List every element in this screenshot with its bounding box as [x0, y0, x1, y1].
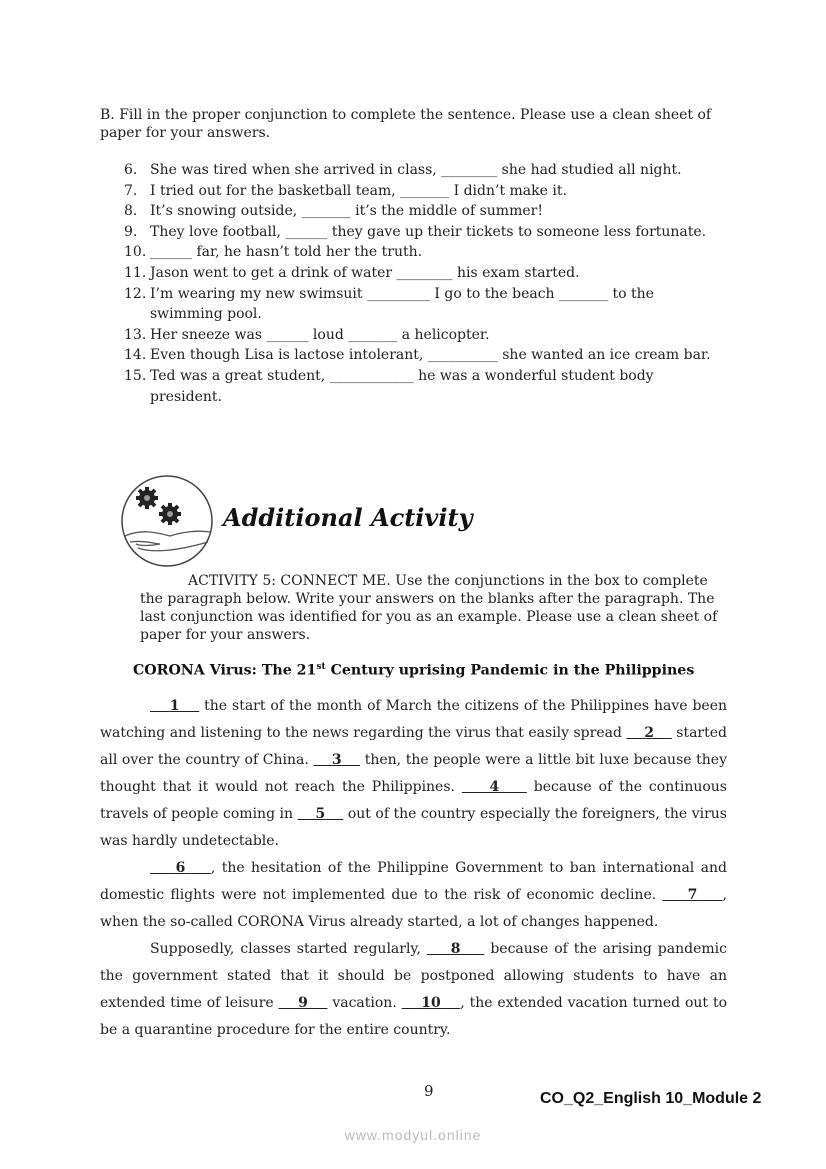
item-text: Ted was a great student, ____________ he was a wonderful student body president.	[150, 367, 654, 405]
paragraph-text: , the hesitation of the Philippine Government to ban international and domestic flights were not implemented due to the risk of economic decline.	[100, 860, 727, 903]
passage-paragraph	[100, 936, 727, 1044]
module-code: CO_Q2_English 10_Module 2	[540, 1090, 762, 1107]
page-number: 9	[424, 1082, 434, 1100]
exercise-list	[124, 160, 724, 407]
answer-blank	[427, 941, 484, 957]
item-text: They love football, ______ they gave up their tickets to someone less fortunate.	[150, 223, 707, 240]
blank-number: 3	[331, 752, 342, 768]
section-heading: Additional Activity	[223, 503, 473, 532]
passage-paragraph	[100, 693, 727, 855]
paragraph-text: Supposedly, classes started regularly,	[150, 941, 427, 957]
item-number: 11.	[124, 264, 147, 281]
item-text: I tried out for the basketball team, _______ I didn’t make it.	[150, 182, 567, 199]
exercise-item	[124, 242, 724, 263]
blank-number: 10	[421, 995, 441, 1011]
exercise-item	[124, 325, 724, 346]
exercise-item	[124, 160, 724, 181]
activity-instruction	[140, 572, 730, 644]
answer-blank	[279, 995, 328, 1011]
exercise-item	[124, 284, 724, 325]
blank-number: 4	[489, 779, 500, 795]
blank-number: 6	[175, 860, 186, 876]
blank-number: 7	[687, 887, 698, 903]
passage-paragraph	[100, 855, 727, 936]
blank-number: 8	[450, 941, 461, 957]
title-text: Century uprising Pandemic in the Philippines	[325, 662, 695, 679]
answer-blank	[626, 725, 671, 741]
item-number: 6.	[124, 162, 138, 178]
item-number: 8.	[124, 203, 138, 220]
paragraph-text: , the extended vacation turned out to be a quarantine procedure for the entire country.	[100, 995, 728, 1038]
answer-blank	[462, 779, 527, 795]
watermark: www.modyul.online	[344, 1127, 482, 1143]
answer-blank	[150, 698, 199, 714]
exercise-item	[124, 263, 724, 284]
item-text: Even though Lisa is lactose intolerant, __________ she wanted an ice cream bar.	[150, 347, 711, 364]
item-text: Her sneeze was ______ loud _______ a helicopter.	[150, 326, 490, 343]
paragraph-text: , when the so-called CORONA Virus already started, a lot of changes happened.	[100, 887, 727, 930]
gears-hand-icon	[120, 474, 214, 568]
item-number: 10.	[124, 244, 147, 261]
blank-number: 5	[315, 806, 326, 822]
paragraph-text: because of the continuous travels of people coming in	[100, 779, 727, 822]
item-number: 14.	[124, 347, 147, 364]
item-text: I’m wearing my new swimsuit _________ I go to the beach _______ to the swimming pool.	[150, 285, 654, 323]
title-text: CORONA Virus: The 21	[133, 662, 317, 679]
paragraph-text: vacation.	[327, 995, 402, 1011]
paragraph-text: out of the country especially the foreigners, the virus was hardly undetectable.	[100, 806, 727, 849]
answer-blank	[150, 860, 211, 876]
blank-number: 2	[644, 725, 654, 741]
answer-blank	[662, 887, 722, 903]
blank-number: 1	[169, 698, 180, 714]
item-text: It’s snowing outside, _______ it’s the middle of summer!	[150, 203, 543, 220]
title-sup: st	[316, 662, 326, 672]
item-text: Jason went to get a drink of water ________ his exam started.	[150, 264, 580, 281]
item-text: ______ far, he hasn’t told her the truth.	[150, 244, 423, 261]
item-number: 7.	[124, 182, 138, 199]
answer-blank	[402, 995, 461, 1011]
passage-title	[133, 662, 694, 679]
item-number: 15.	[124, 367, 147, 384]
activity-text: ACTIVITY 5: CONNECT ME. Use the conjunctions in the box to complete the paragraph below. Write your answers on the blanks after the paragraph. The last conjunction was identified for you as an example. Please use a clean sheet of paper for your answers.	[140, 573, 718, 643]
exercise-item	[124, 181, 724, 202]
item-number: 13.	[124, 326, 147, 343]
paragraph-text: the start of the month of March the citizens of the Philippines have been watching and listening to the news regarding the virus that easily spread	[100, 698, 728, 741]
item-number: 12.	[124, 285, 147, 302]
section-b-instruction: B. Fill in the proper conjunction to complete the sentence. Please use a clean sheet of paper for your answers.	[100, 107, 712, 141]
answer-blank	[298, 806, 344, 822]
blank-number: 9	[298, 995, 308, 1011]
exercise-item	[124, 345, 724, 366]
exercise-item	[124, 222, 724, 243]
exercise-item	[124, 201, 724, 222]
paragraph-text: because of the arising pandemic the government stated that it should be postponed allowing students to have an extended time of leisure	[100, 941, 727, 1011]
answer-blank	[313, 752, 360, 768]
item-text: She was tired when she arrived in class, ________ she had studied all night.	[150, 162, 682, 178]
paragraph-text: then, the people were a little bit luxe because they thought that it would not reach the Philippines.	[100, 752, 727, 795]
exercise-item	[124, 366, 724, 407]
paragraph-text: started all over the country of China.	[100, 725, 727, 768]
item-number: 9.	[124, 223, 138, 240]
